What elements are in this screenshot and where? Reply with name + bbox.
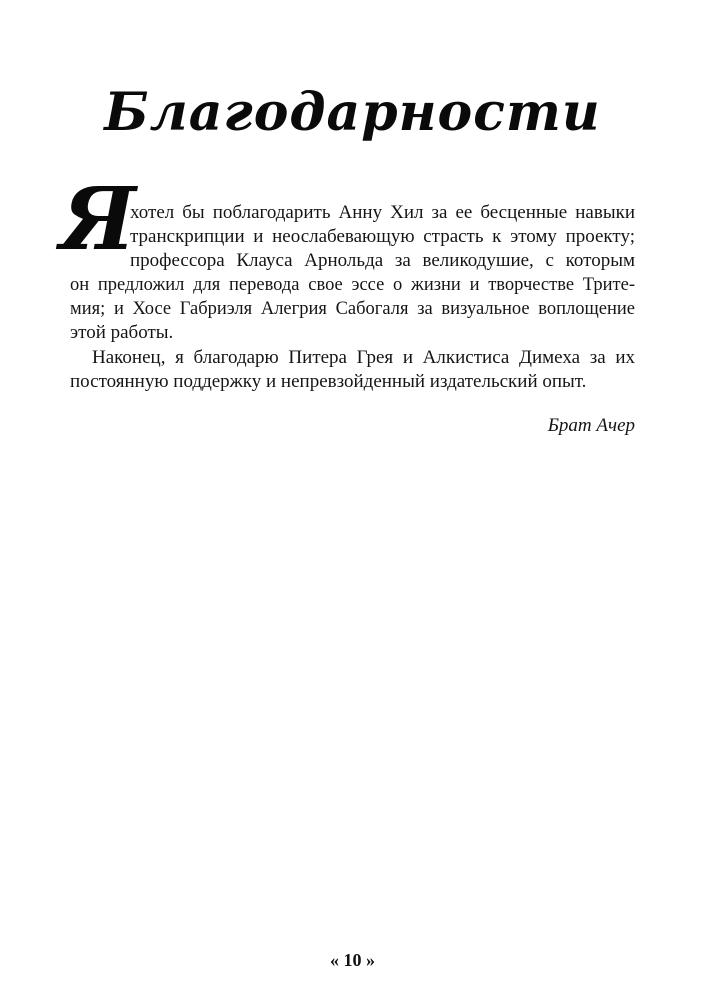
paragraph2-line-2: постоянную поддержку и непревзойденный издательский опыт. (70, 371, 587, 392)
paragraph1-line-2: транскрипции и неослабевающую страсть к этому проекту; (130, 226, 635, 247)
drop-cap (60, 169, 136, 270)
paragraph1-line-6: этой работы. (70, 322, 174, 343)
paragraph1-line-4: он предложил для перевода свое эссе о жизни и творчестве Трите- (70, 275, 635, 295)
paragraph2-line-1: Наконец, я благодарю Питера Грея и Алкистиса Димеха за их (92, 347, 635, 368)
paragraph1-line-3: профессора Клауса Арнольда за великодушие, с которым (130, 250, 635, 271)
paragraph1-line-5: мия; и Хосе Габриэля Алегрия Сабогаля за визуальное воплощение (70, 299, 635, 319)
page-number: « 10 » (330, 950, 375, 970)
page-title: Благодарности (104, 82, 601, 143)
paragraph1-line-1: хотел бы поблагодарить Анну Хил за ее бесценные навыки (130, 202, 635, 223)
signature: Брат Ачер (547, 415, 635, 436)
drop-cap-letter: Я (60, 169, 136, 270)
